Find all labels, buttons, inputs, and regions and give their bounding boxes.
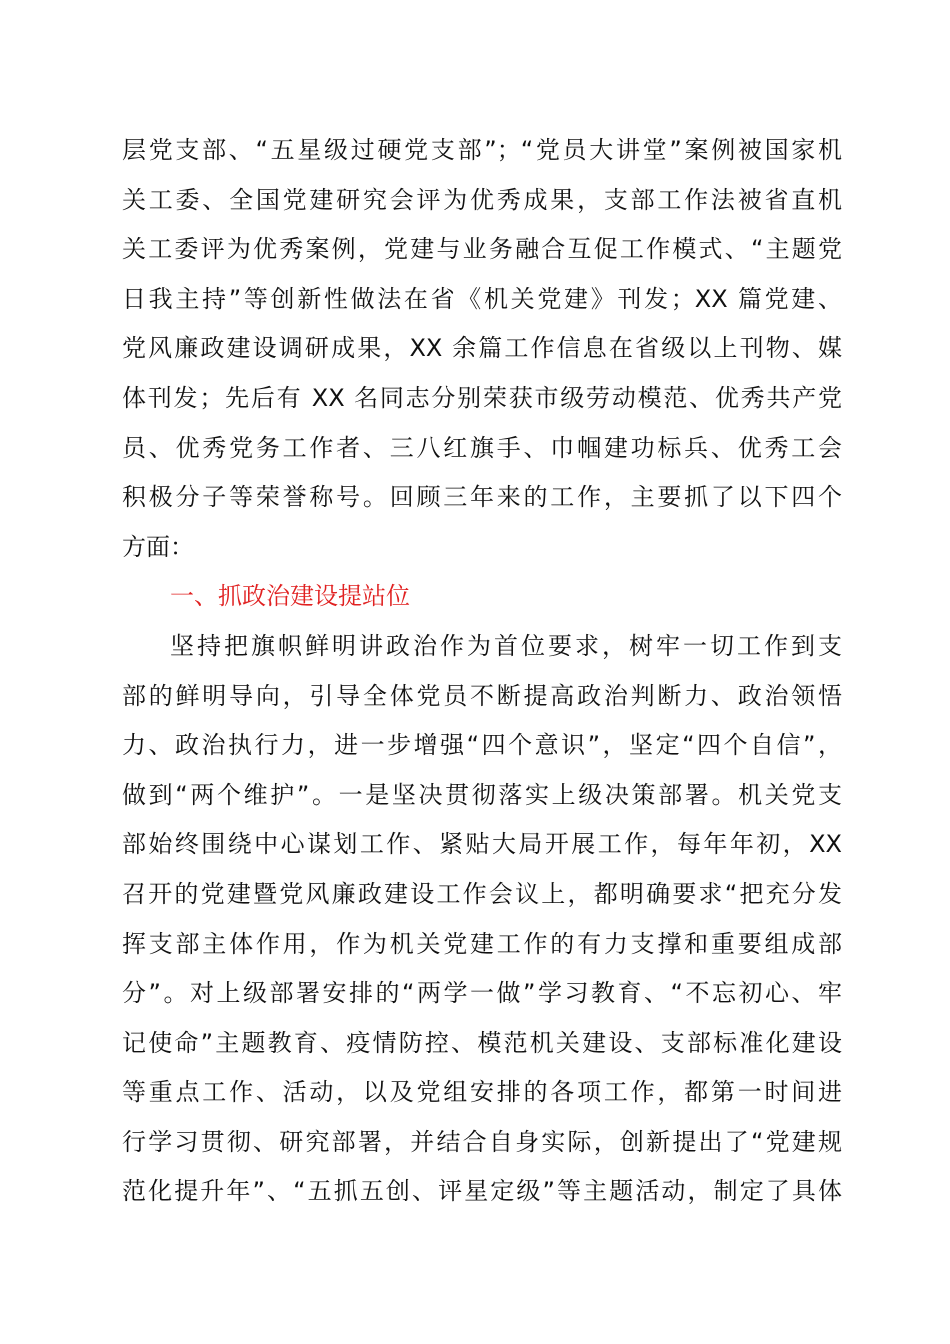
text-line: 部始终围绕中心谋划工作、紧贴大局开展工作，每年年初，XX xyxy=(122,830,842,859)
text-line: 分”。对上级部署安排的“两学一做”学习教育、“不忘初心、牢 xyxy=(122,979,842,1008)
section-heading: 一、抓政治建设提站位 xyxy=(170,582,410,611)
text-line: 体刊发；先后有 XX 名同志分别荣获市级劳动模范、优秀共产党 xyxy=(122,383,842,412)
text-line: 党风廉政建设调研成果，XX 余篇工作信息在省级以上刊物、媒 xyxy=(122,334,842,363)
document-body xyxy=(122,126,842,1217)
text-line: 关工委评为优秀案例，党建与业务融合互促工作模式、“主题党 xyxy=(122,235,842,264)
text-line: 日我主持”等创新性做法在省《机关党建》刊发；XX 篇党建、 xyxy=(122,284,842,313)
text-line: 积极分子等荣誉称号。回顾三年来的工作，主要抓了以下四个 xyxy=(122,483,842,512)
text-line: 关工委、全国党建研究会评为优秀成果，支部工作法被省直机 xyxy=(122,185,842,214)
text-line: 挥支部主体作用，作为机关党建工作的有力支撑和重要组成部 xyxy=(122,929,842,958)
paragraph-1 xyxy=(122,126,842,572)
text-line: 记使命”主题教育、疫情防控、模范机关建设、支部标准化建设 xyxy=(122,1028,842,1057)
text-line: 员、优秀党务工作者、三八红旗手、巾帼建功标兵、优秀工会 xyxy=(122,433,842,462)
text-line: 层党支部、“五星级过硬党支部”；“党员大讲堂”案例被国家机 xyxy=(122,136,842,164)
text-line: 做到“两个维护”。一是坚决贯彻落实上级决策部署。机关党支 xyxy=(122,780,842,809)
text-line: 行学习贯彻、研究部署，并结合自身实际，创新提出了“党建规 xyxy=(122,1127,842,1156)
paragraph-2 xyxy=(122,622,842,1217)
text-line: 部的鲜明导向，引导全体党员不断提高政治判断力、政治领悟 xyxy=(122,681,842,710)
text-line: 力、政治执行力，进一步增强“四个意识”，坚定“四个自信”， xyxy=(122,731,842,760)
text-line: 范化提升年”、“五抓五创、评星定级”等主题活动，制定了具体 xyxy=(122,1177,842,1206)
text-line: 坚持把旗帜鲜明讲政治作为首位要求，树牢一切工作到支 xyxy=(170,631,842,660)
text-line: 方面： xyxy=(122,532,194,561)
text-line: 召开的党建暨党风廉政建设工作会议上，都明确要求“把充分发 xyxy=(122,879,842,908)
text-line: 等重点工作、活动，以及党组安排的各项工作，都第一时间进 xyxy=(122,1078,842,1107)
